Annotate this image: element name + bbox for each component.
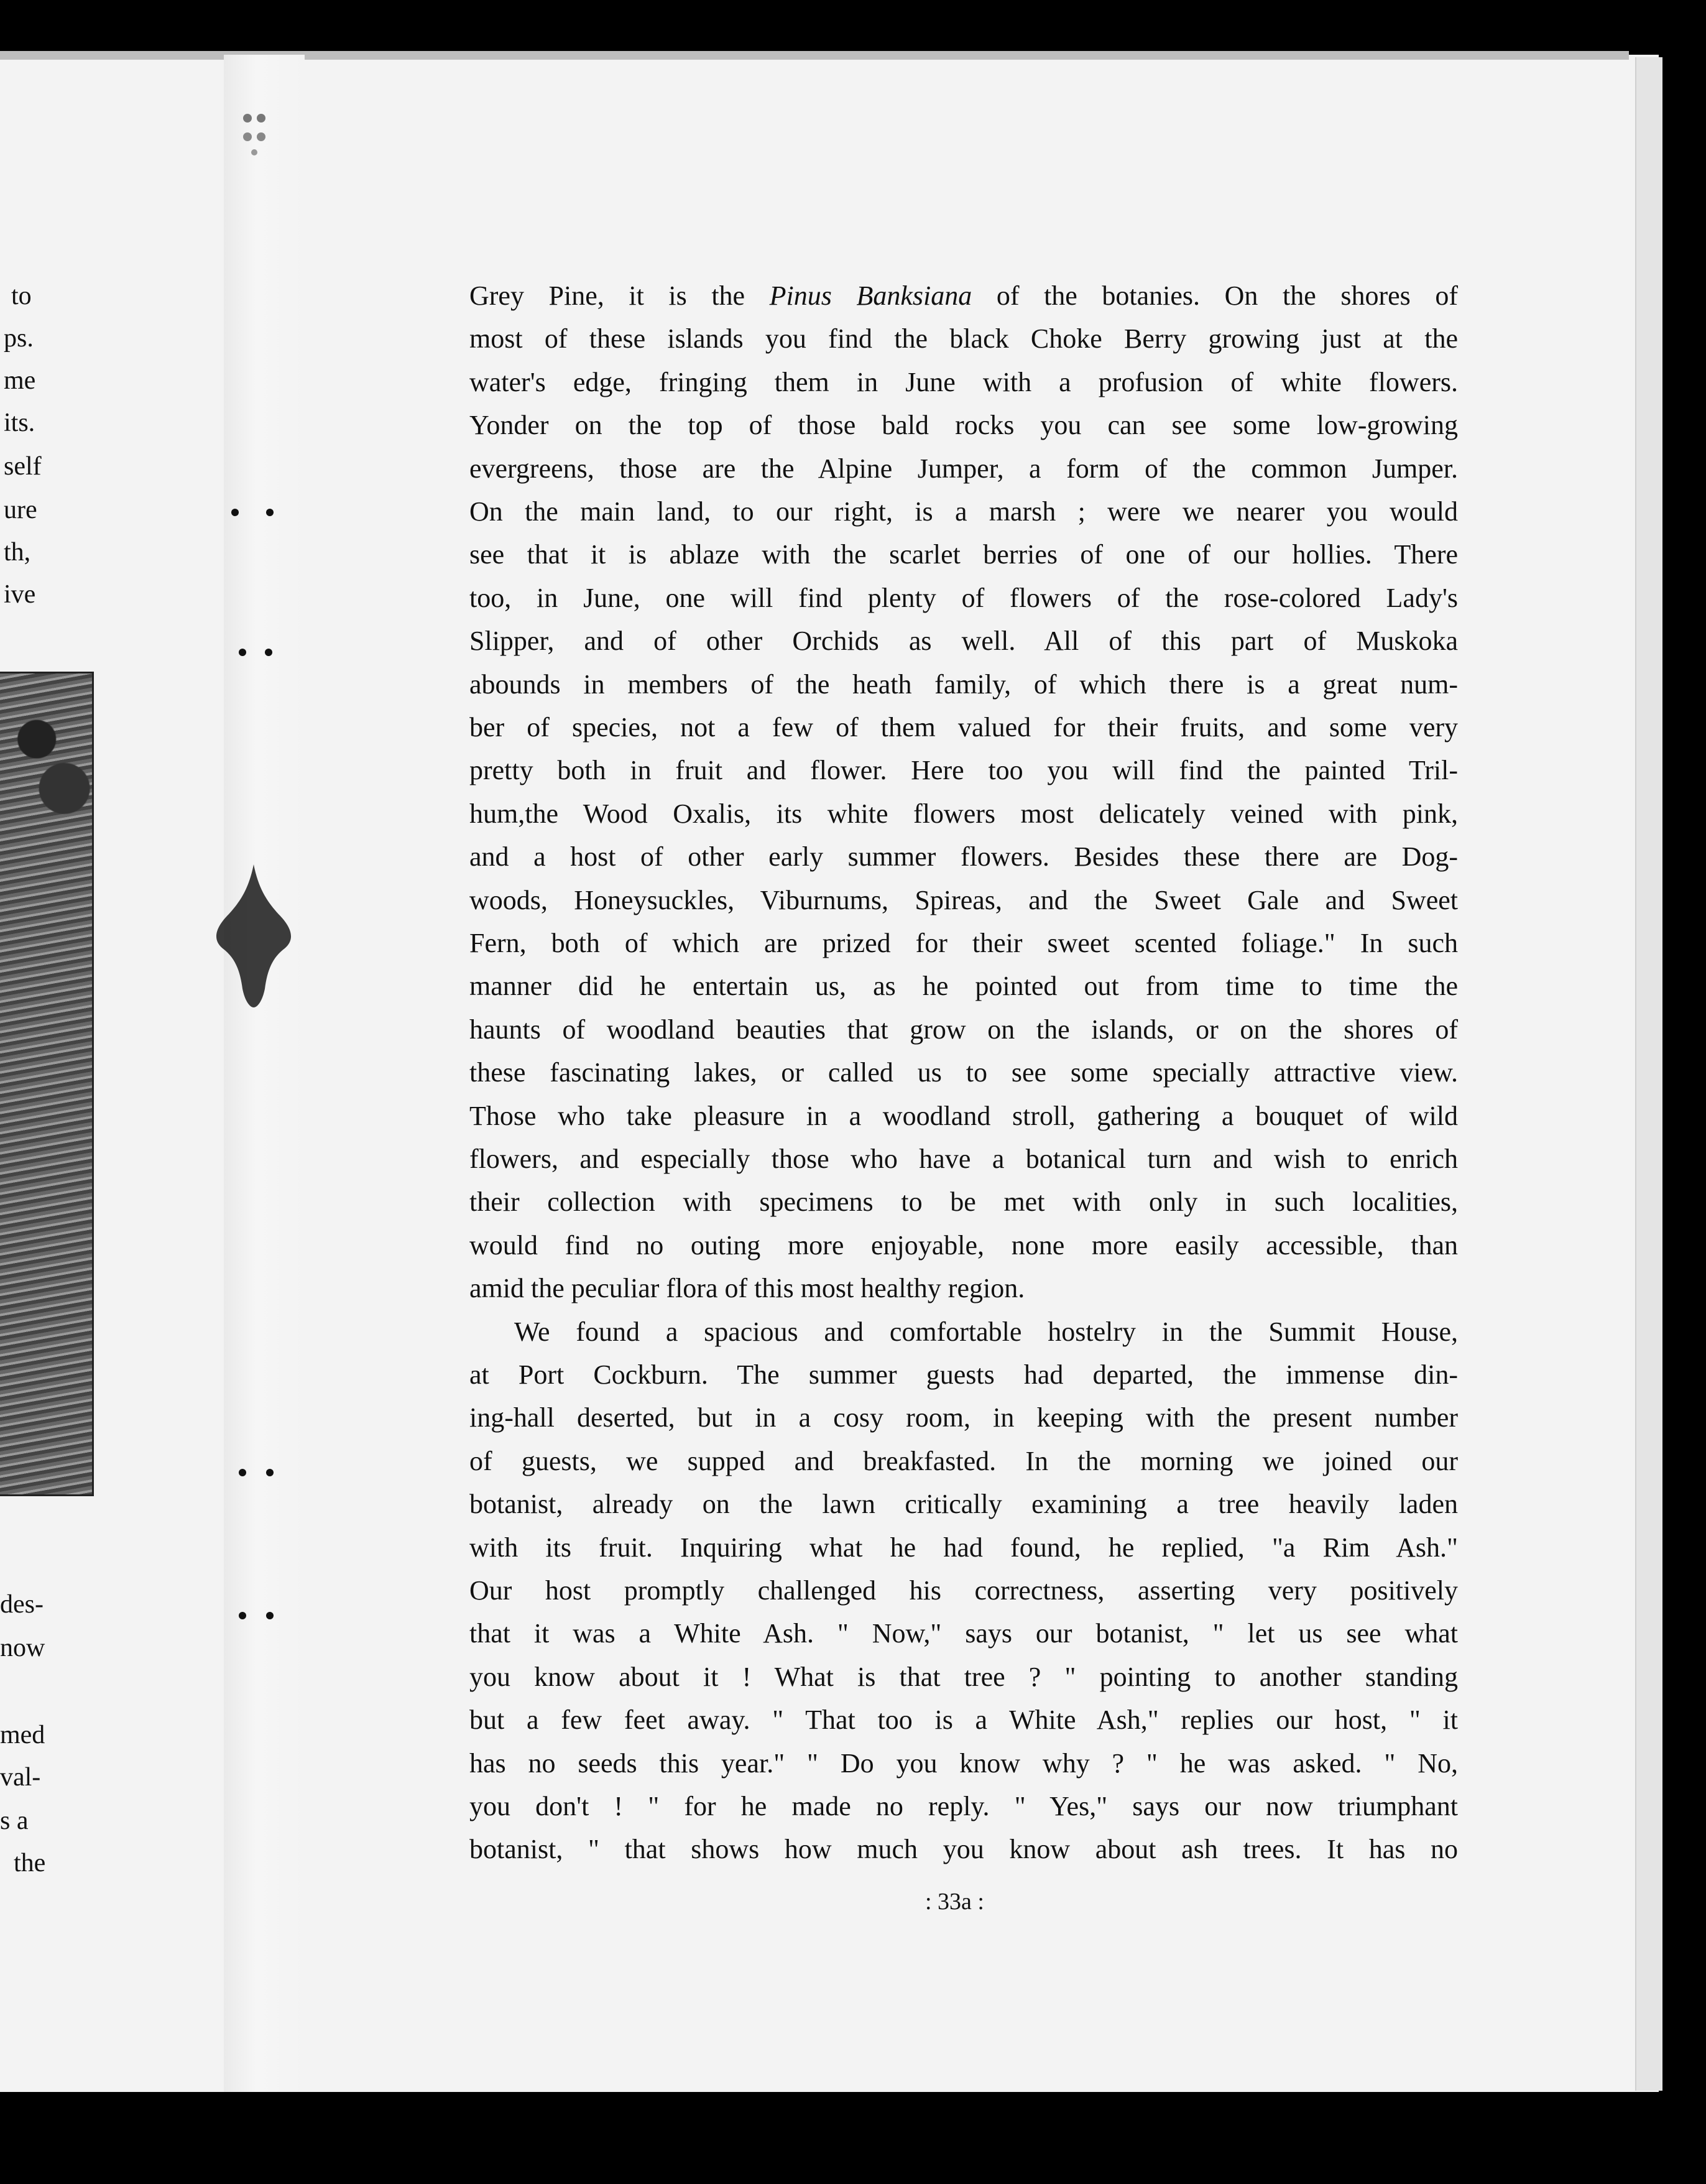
binding-ink-blot — [210, 864, 297, 1007]
binding-stitch-mark — [266, 1469, 274, 1476]
binding-stitch-mark — [231, 509, 239, 516]
text-line: Grey Pine, it is the Pinus Banksiana of the botanies. On the shores of — [469, 280, 1459, 311]
binding-stitch-mark — [266, 1612, 274, 1619]
text-line: botanist, " that shows how much you know about ash trees. It has no — [469, 1834, 1458, 1865]
text-line: but a few feet away. " That too is a White Ash," replies our host, " it — [469, 1705, 1458, 1736]
text-line: abounds in members of the heath family, of which there is a great num- — [469, 669, 1458, 700]
binding-stitch-mark — [239, 649, 246, 656]
text-line: most of these islands you find the black Choke Berry growing just at the — [469, 323, 1458, 354]
text-line: evergreens, those are the Alpine Jumper, a form of the common Jumper. — [469, 453, 1458, 484]
left-page-word: now — [0, 1634, 45, 1662]
text-line: We found a spacious and comfortable hostelry in the Summit House, — [514, 1316, 1458, 1347]
left-page-word: its. — [4, 409, 35, 437]
text-line: botanist, already on the lawn critically examining a tree heavily laden — [469, 1489, 1458, 1520]
text-line: that it was a White Ash. " Now," says our botanist, " let us see what — [469, 1618, 1458, 1649]
text-line: their collection with specimens to be met with only in such localities, — [469, 1187, 1458, 1218]
page-right-edge — [1635, 57, 1662, 2091]
left-page-word: th, — [4, 538, 31, 567]
left-page-word: the — [14, 1849, 46, 1877]
botanical-name: Pinus Banksiana — [769, 280, 972, 311]
text-line: ing-hall deserted, but in a cosy room, in keeping with the present number — [469, 1402, 1458, 1433]
text-line: you know about it ! What is that tree ? " pointing to another standing — [469, 1661, 1458, 1692]
left-page-word: ps. — [4, 324, 34, 353]
text-line: at Port Cockburn. The summer guests had departed, the immense din- — [469, 1359, 1458, 1390]
left-page-word: self — [4, 452, 42, 481]
binding-ornament-top — [230, 106, 280, 162]
text-line: hum,the Wood Oxalis, its white flowers most delicately veined with pink, — [469, 798, 1458, 829]
left-page-word: s a — [0, 1807, 29, 1835]
text-line: Fern, both of which are prized for their sweet scented foliage." In such — [469, 928, 1458, 958]
text-line: too, in June, one will find plenty of flowers of the rose-colored Lady's — [469, 582, 1458, 613]
binding-stitch-mark — [239, 1612, 246, 1619]
text-line: water's edge, fringing them in June with a profusion of white flowers. — [469, 366, 1458, 397]
text-line: amid the peculiar flora of this most healthy region. — [469, 1273, 1025, 1304]
text-line: haunts of woodland beauties that grow on the islands, or on the shores of — [469, 1014, 1458, 1045]
binding-stitch-mark — [239, 1469, 246, 1476]
text-line: see that it is ablaze with the scarlet berries of one of our hollies. There — [469, 539, 1458, 570]
left-page-word: ive — [4, 580, 36, 609]
text-line: these fascinating lakes, or called us to see some specially attractive view. — [469, 1057, 1458, 1088]
binding-gutter — [224, 55, 305, 2092]
left-page-word: med — [0, 1721, 45, 1749]
text-line: with its fruit. Inquiring what he had found, he replied, "a Rim Ash." — [469, 1532, 1458, 1563]
left-page-word: me — [4, 366, 36, 395]
left-page-photograph — [0, 672, 94, 1496]
text-line: you don't ! " for he made no reply. " Yes," says our now triumphant — [469, 1791, 1458, 1821]
binding-stitch-mark — [265, 649, 272, 656]
left-page-word: ure — [4, 496, 37, 524]
text-line: manner did he entertain us, as he pointed out from time to time the — [469, 971, 1458, 1002]
text-line: would find no outing more enjoyable, none more easily accessible, than — [469, 1229, 1458, 1261]
left-page-word: des- — [0, 1590, 44, 1619]
text-line: pretty both in fruit and flower. Here too you will find the painted Tril- — [469, 755, 1458, 786]
text-line: ber of species, not a few of them valued for their fruits, and some very — [469, 712, 1458, 743]
text-line: Yonder on the top of those bald rocks you can see some low-growing — [469, 410, 1458, 441]
text-line: Our host promptly challenged his correctness, asserting very positively — [469, 1575, 1458, 1606]
page-number: : 33a : — [925, 1889, 984, 1915]
text-line: Those who take pleasure in a woodland stroll, gathering a bouquet of wild — [469, 1100, 1458, 1131]
text-line: of guests, we supped and breakfasted. In the morning we joined our — [469, 1445, 1458, 1476]
text-line: woods, Honeysuckles, Viburnums, Spireas, and the Sweet Gale and Sweet — [469, 884, 1458, 915]
left-page-word: to — [11, 282, 32, 310]
text-line: has no seeds this year." " Do you know why ? " he was asked. " No, — [469, 1747, 1458, 1779]
text-line: flowers, and especially those who have a botanical turn and wish to enrich — [469, 1144, 1458, 1174]
text-line: On the main land, to our right, is a marsh ; were we nearer you would — [469, 496, 1458, 527]
text-line: and a host of other early summer flowers. Besides these there are Dog- — [469, 841, 1458, 872]
binding-stitch-mark — [266, 509, 274, 516]
left-page-word: val- — [0, 1763, 41, 1792]
text-line: Slipper, and of other Orchids as well. All of this part of Muskoka — [469, 626, 1458, 657]
